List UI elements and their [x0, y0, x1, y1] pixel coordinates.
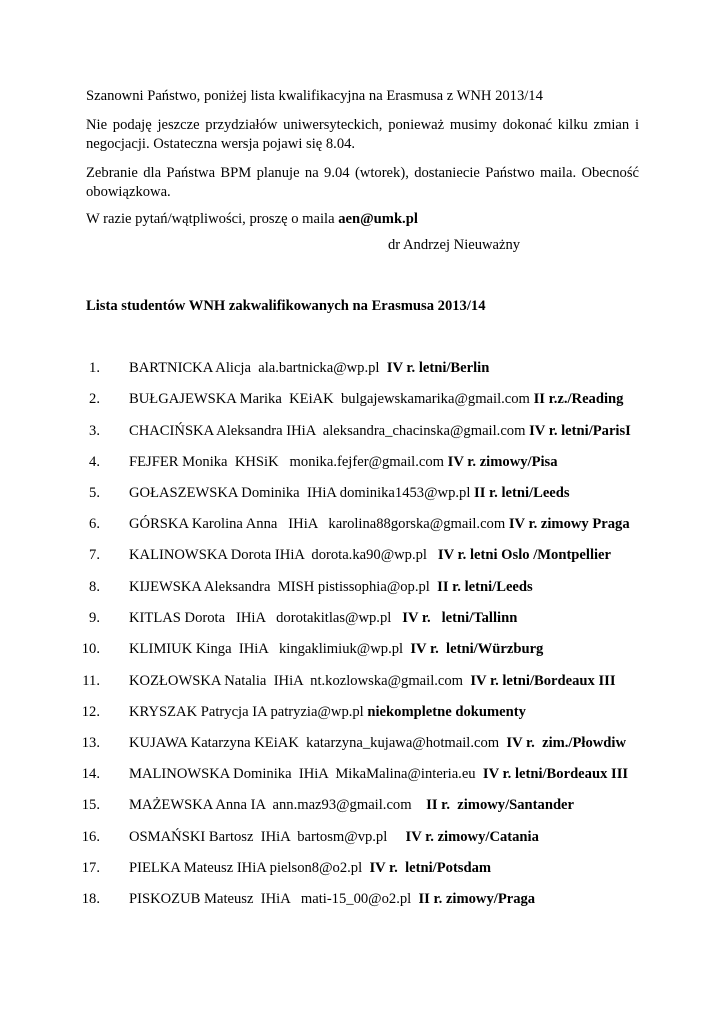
item-number: 13. [81, 735, 100, 751]
item-destination: IV r. letni Oslo /Montpellier [437, 547, 612, 563]
item-destination: IV r. letni/Berlin [386, 360, 490, 376]
item-text: KOZŁOWSKA Natalia IHiA nt.kozlowska@gmail.com [129, 673, 471, 689]
contact-text: W razie pytań/wątpliwości, proszę o maila [86, 211, 339, 227]
item-text: KALINOWSKA Dorota IHiA dorota.ka90@wp.pl [129, 547, 438, 563]
item-number: 5. [89, 485, 100, 501]
item-text: PIELKA Mateusz IHiA pielson8@o2.pl [129, 860, 370, 876]
item-destination: II r. letni/Leeds [474, 485, 570, 501]
item-destination: IV r. zimowy/Pisa [447, 454, 558, 470]
item-text: MAŻEWSKA Anna IA ann.maz93@gmail.com [129, 797, 427, 813]
item-destination: II r. zimowy/Santander [426, 797, 575, 813]
item-text: KIJEWSKA Aleksandra MISH pistissophia@op.pl [129, 579, 438, 595]
item-destination: IV r. zim./Płowdiw [506, 735, 626, 751]
item-number: 6. [89, 516, 100, 532]
item-number: 7. [89, 547, 100, 563]
contact-email: aen@umk.pl [338, 211, 418, 227]
item-destination: niekompletne dokumenty [367, 704, 526, 720]
item-destination: IV r. letni/Tallinn [402, 610, 518, 626]
item-text: FEJFER Monika KHSiK monika.fejfer@gmail.com [129, 454, 448, 470]
item-number: 1. [89, 360, 100, 376]
item-text: OSMAŃSKI Bartosz IHiA bartosm@vp.pl [129, 829, 406, 845]
item-text: GOŁASZEWSKA Dominika IHiA dominika1453@wp.pl [129, 485, 475, 501]
item-text: KRYSZAK Patrycja IA patryzia@wp.pl [129, 704, 368, 720]
item-number: 11. [82, 673, 100, 689]
item-destination: IV r. letni/Bordeaux III [482, 766, 629, 782]
item-number: 8. [89, 579, 100, 595]
signature: dr Andrzej Nieuważny [388, 237, 521, 253]
item-number: 16. [81, 829, 100, 845]
item-number: 17. [81, 860, 100, 876]
item-destination: IV r. letni/Potsdam [369, 860, 492, 876]
item-destination: II r. zimowy/Praga [418, 891, 536, 907]
item-destination: IV r. letni/Würzburg [410, 641, 544, 657]
item-number: 18. [81, 891, 100, 907]
item-number: 14. [81, 766, 100, 782]
item-number: 12. [81, 704, 100, 720]
item-text: GÓRSKA Karolina Anna IHiA karolina88gorska@gmail.com [129, 516, 509, 532]
intro-meeting-note: Zebranie dla Państwa BPM planuje na 9.04 (wtorek), dostaniecie Państwo maila. Obecność obowiązkowa. [86, 165, 639, 200]
item-destination: II r. letni/Leeds [437, 579, 533, 595]
item-destination: IV r. letni/ParisI [529, 423, 631, 439]
item-number: 3. [89, 423, 100, 439]
item-number: 9. [89, 610, 100, 626]
item-destination: IV r. zimowy/Catania [405, 829, 539, 845]
item-number: 15. [81, 797, 100, 813]
intro-contact-line [86, 210, 639, 229]
item-text: MALINOWSKA Dominika IHiA MikaMalina@interia.eu [129, 766, 483, 782]
item-text: KLIMIUK Kinga IHiA kingaklimiuk@wp.pl [129, 641, 411, 657]
item-number: 10. [81, 641, 100, 657]
item-text: BARTNICKA Alicja ala.bartnicka@wp.pl [129, 360, 387, 376]
item-destination: II r.z./Reading [533, 391, 624, 407]
item-text: BUŁGAJEWSKA Marika KEiAK bulgajewskamarika@gmail.com [129, 391, 534, 407]
list-title: Lista studentów WNH zakwalifikowanych na Erasmusa 2013/14 [86, 298, 486, 314]
intro-allocation-note: Nie podaję jeszcze przydziałów uniwersyteckich, ponieważ musimy dokonać kilku zmian i negocjacji. Ostateczna wersja pojawi się 8.04. [86, 117, 639, 152]
item-number: 2. [89, 391, 100, 407]
intro-greeting: Szanowni Państwo, poniżej lista kwalifikacyjna na Erasmusa z WNH 2013/14 [86, 88, 543, 104]
item-text: KITLAS Dorota IHiA dorotakitlas@wp.pl [129, 610, 403, 626]
item-text: KUJAWA Katarzyna KEiAK katarzyna_kujawa@hotmail.com [129, 735, 507, 751]
item-text: CHACIŃSKA Aleksandra IHiA aleksandra_chacinska@gmail.com [129, 423, 530, 439]
item-destination: IV r. letni/Bordeaux III [470, 673, 616, 689]
item-number: 4. [89, 454, 100, 470]
item-destination: IV r. zimowy Praga [508, 516, 630, 532]
item-text: PISKOZUB Mateusz IHiA mati-15_00@o2.pl [129, 891, 419, 907]
